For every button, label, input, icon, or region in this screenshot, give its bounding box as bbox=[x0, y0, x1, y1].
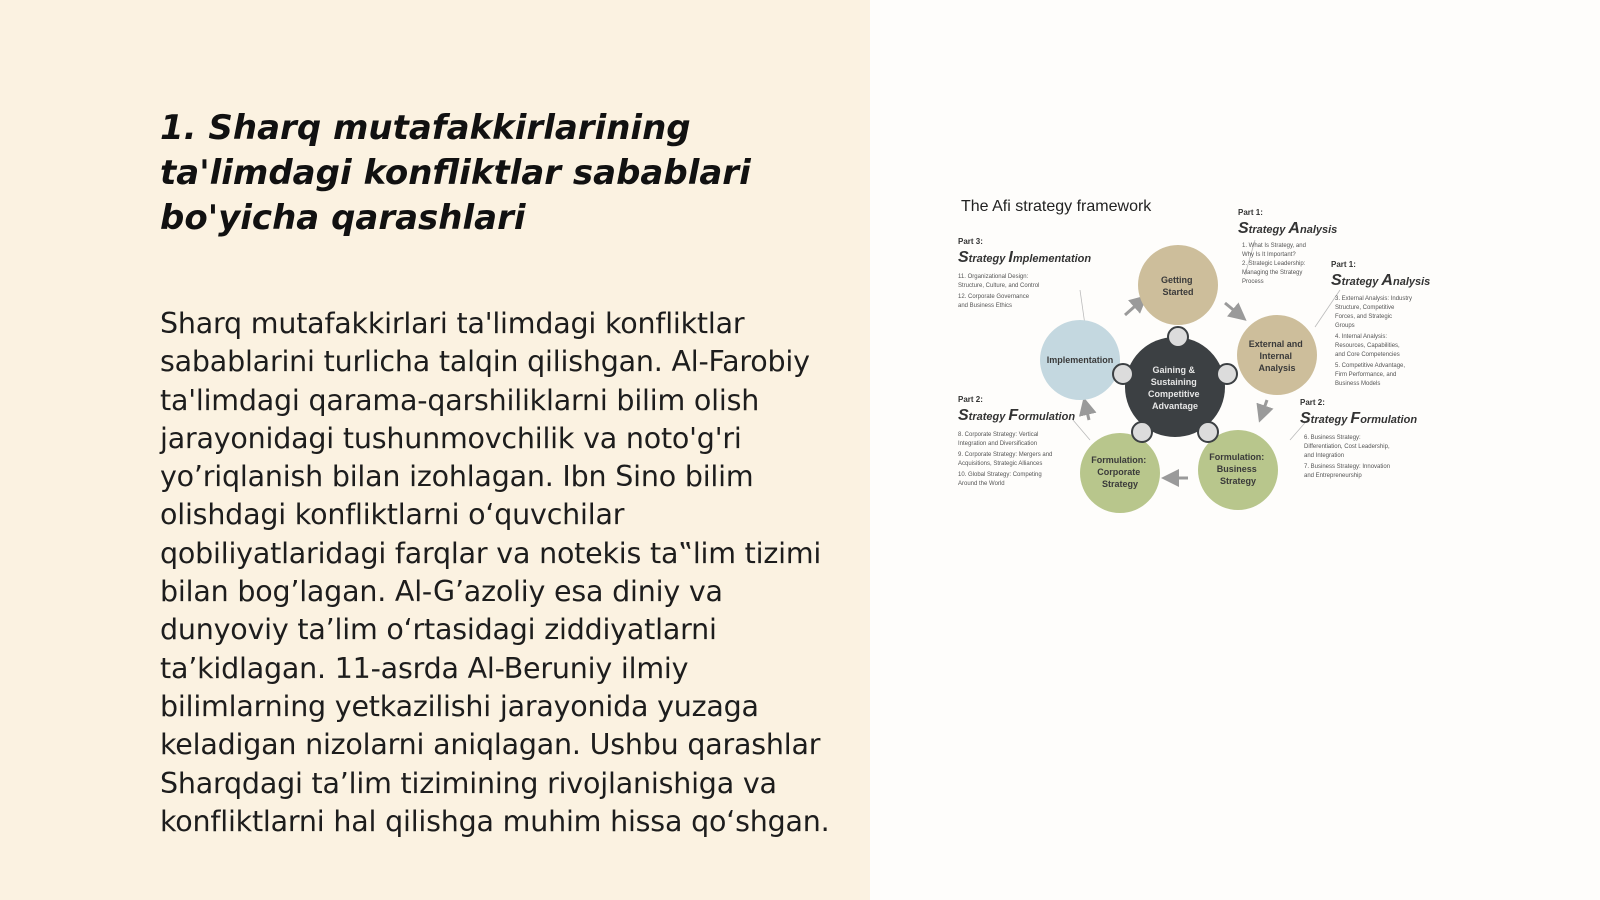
framework-diagram bbox=[955, 195, 1465, 525]
svg-text:Strategy Analysis: Strategy Analysis bbox=[1238, 220, 1338, 237]
connector-line bbox=[1080, 290, 1085, 325]
node-implementation-label: Implementation bbox=[1046, 355, 1114, 365]
block-part2-formulation-right bbox=[1300, 398, 1417, 479]
svg-text:1. What Is Strategy, and: 1. What Is Strategy, and Why Is It Important? 2. Strategic Leadership: Managing the Strategy Process bbox=[1242, 243, 1306, 285]
block-part1-analysis-top bbox=[1238, 208, 1337, 285]
node-corporate-strategy-label: Formulation: Corporate Strategy bbox=[1091, 455, 1147, 489]
slide-body-text: Sharq mutafakkirlari ta'limdagi konfliktlar sabablarini turlicha talqin qilishgan. Al-Farobiy ta'limdagi qarama-qarshiliklarni bilim olish jarayonidagi tushunmovchilik va noto'g'ri yo’riqlanish bilan izohlagan. Ibn Sino bilim olishdagi konfliktlarni o‘quvchilar qobiliyatlaridagi farqlar va notekis ta‟lim tizimi bilan bog’lagan. Al-G’azoliy esa diniy va dunyoviy ta’lim o‘rtasidagi ziddiyatlarni ta’kidlagan. 11-asrda Al-Beruniy ilmiy bilimlarning yetkazilishi jarayonida yuzaga keladigan nizolarni aniqlagan. Ushbu qarashlar Sharqdagi ta’lim tizimining rivojlanishiga va konfliktlarni hal qilishga muhim hissa qo‘shgan. bbox=[160, 307, 830, 838]
svg-text:Part 2:: Part 2: bbox=[1300, 398, 1325, 407]
hub-people-icon bbox=[1113, 364, 1133, 384]
flow-arrow bbox=[1085, 403, 1089, 420]
svg-text:6. Business Strategy:: 6. Business Strategy: Differentiation, Cost Leadership, and Integration 7. Business Strategy: Innovation and Entrepreneurship bbox=[1304, 435, 1391, 479]
svg-text:3. External Analysis: Industry: 3. External Analysis: Industry Structure, Competitive Forces, and Strategic Groups 4. Internal Analysis: Resources, Capabilities, and Core Competencies 5. Competitive Advantage, Firm Performance, and Business Models bbox=[1335, 296, 1413, 387]
node-business-strategy-label: Formulation: Business Strategy bbox=[1209, 452, 1265, 486]
center-hub-label: Gaining & Sustaining Competitive Advantage bbox=[1147, 365, 1200, 411]
svg-text:Part 3:: Part 3: bbox=[958, 237, 983, 246]
svg-text:Part 1:: Part 1: bbox=[1331, 260, 1356, 269]
hub-cycle-icon bbox=[1217, 364, 1237, 384]
node-getting-started bbox=[1138, 245, 1218, 325]
flow-arrow bbox=[1261, 400, 1267, 417]
svg-text:11. Organizational Design:: 11. Organizational Design: Structure, Culture, and Control 12. Corporate Governance and Business Ethics bbox=[958, 274, 1040, 309]
slide-title: 1. Sharq mutafakkirlarining ta'limdagi konfliktlar sabablari bo'yicha qarashlari bbox=[160, 108, 751, 238]
block-part3-implementation-left bbox=[958, 237, 1091, 309]
hub-gear-icon bbox=[1168, 327, 1188, 347]
svg-text:Strategy Implementation: Strategy Implementation bbox=[958, 249, 1092, 266]
svg-text:Strategy Formulation: Strategy Formulation bbox=[1300, 410, 1418, 427]
hub-link-icon bbox=[1132, 422, 1152, 442]
svg-text:Strategy Formulation: Strategy Formulation bbox=[958, 407, 1076, 424]
node-getting-started-label: Getting Started bbox=[1160, 275, 1194, 297]
svg-text:Part 2:: Part 2: bbox=[958, 395, 983, 404]
flow-arrow bbox=[1225, 303, 1242, 317]
svg-text:Strategy Analysis: Strategy Analysis bbox=[1331, 272, 1431, 289]
flow-arrow bbox=[1125, 299, 1143, 315]
svg-text:Part 1:: Part 1: bbox=[1238, 208, 1263, 217]
svg-text:8. Corporate Strategy: Vertica: 8. Corporate Strategy: Vertical Integration and Diversification 9. Corporate Strategy: Mergers and Acquisitions, Strategic Alliances 10. Global Strategy: Competing Around the World bbox=[958, 432, 1053, 487]
block-part1-analysis-right bbox=[1331, 260, 1430, 387]
hub-chart-icon bbox=[1198, 422, 1218, 442]
figure-caption: The Afi strategy framework bbox=[961, 198, 1152, 215]
strategy-framework-figure bbox=[955, 195, 1465, 525]
block-part2-formulation-left bbox=[958, 395, 1075, 487]
connector-line bbox=[1073, 420, 1090, 440]
node-external-internal-analysis-label: External and Internal Analysis bbox=[1248, 339, 1303, 373]
